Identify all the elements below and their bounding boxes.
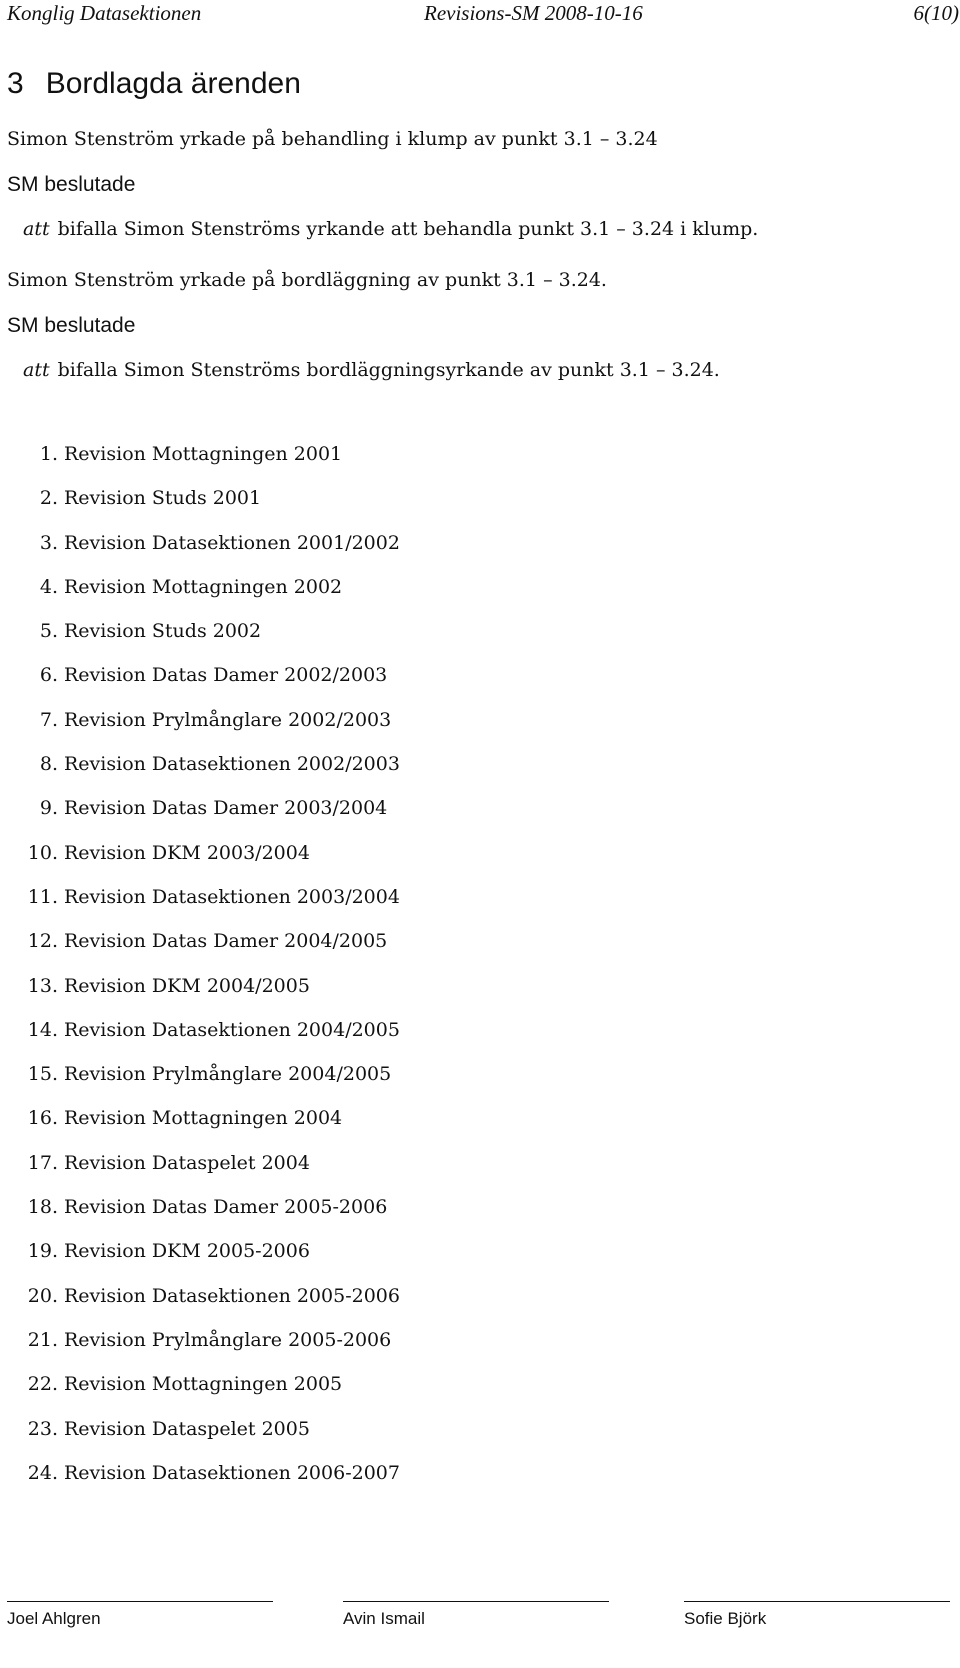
list-item-text: Revision Prylmånglare 2002/2003 [64,708,392,731]
list-item [18,574,400,618]
list-item [18,1238,400,1282]
list-item-number: 24. [27,1461,58,1484]
list-item-number: 6. [39,664,58,687]
header-document-title: Revisions-SM 2008-10-16 [424,1,643,25]
signature-line [343,1601,609,1602]
list-item-text: Revision Prylmånglare 2004/2005 [64,1063,392,1086]
signature-name: Sofie Björk [684,1609,767,1628]
list-item [18,485,400,529]
list-item-number: 19. [27,1240,58,1263]
list-item-number: 22. [27,1373,58,1396]
list-item-text: Revision Datasektionen 2002/2003 [64,753,400,776]
list-item-number: 5. [39,620,58,643]
signature-line [7,1601,273,1602]
list-item-text: Revision Datasektionen 2001/2002 [64,531,400,554]
list-item-number: 14. [27,1018,58,1041]
motion-paragraph-1: Simon Stenström yrkade på behandling i klump av punkt 3.1 – 3.24 [7,128,658,150]
list-item [18,1371,400,1415]
decision-2-att: att [23,359,50,381]
list-item-number: 11. [27,885,58,908]
header-page-number: 6(10) [913,1,959,25]
signature-line [684,1601,950,1602]
list-item-number: 21. [27,1328,58,1351]
section-heading: Bordlagda ärenden [45,67,301,100]
signature-block-1 [7,1601,273,1661]
list-item-number: 4. [39,575,58,598]
list-item-number: 18. [27,1196,58,1219]
list-item-number: 3. [39,531,58,554]
decision-1-att: att [23,218,50,240]
list-item [18,884,400,928]
decision-2-text: bifalla Simon Stenströms bordläggningsyrkande av punkt 3.1 – 3.24. [57,359,720,381]
list-item [18,795,400,839]
section-title [7,66,301,102]
list-item-text: Revision DKM 2003/2004 [64,841,310,864]
list-item-number: 20. [27,1284,58,1307]
list-item-text: Revision Datas Damer 2002/2003 [64,664,388,687]
list-item-text: Revision Mottagningen 2001 [64,443,343,465]
list-item-text: Revision Mottagningen 2002 [64,575,343,598]
list-item-text: Revision Dataspelet 2004 [64,1151,310,1174]
list-item [18,1460,400,1504]
list-item [18,1061,400,1105]
list-item-text: Revision Datas Damer 2005-2006 [64,1196,388,1219]
signature-block-2 [343,1601,609,1661]
list-item [18,840,400,884]
tabled-items-list [18,441,400,1504]
signature-block-3 [684,1601,950,1661]
decision-heading-2: SM beslutade [7,314,136,337]
list-item-text: Revision Datas Damer 2004/2005 [64,930,388,953]
list-item-number: 13. [27,974,58,997]
list-item-number: 15. [27,1063,58,1086]
section-number: 3 [7,67,24,100]
decision-2 [23,357,720,383]
decision-1-text: bifalla Simon Stenströms yrkande att behandla punkt 3.1 – 3.24 i klump. [57,218,759,240]
list-item-number: 17. [27,1151,58,1174]
list-item [18,1327,400,1371]
list-item [18,618,400,662]
list-item [18,973,400,1017]
list-item-text: Revision Datasektionen 2006-2007 [64,1461,400,1484]
list-item [18,441,400,485]
list-item-text: Revision Studs 2002 [64,620,262,643]
list-item-number: 1. [39,443,58,465]
list-item-text: Revision Mottagningen 2005 [64,1373,343,1396]
list-item-number: 8. [39,753,58,776]
signature-name: Avin Ismail [343,1609,425,1628]
list-item-text: Revision DKM 2004/2005 [64,974,310,997]
list-item-number: 9. [39,797,58,820]
list-item [18,1017,400,1061]
list-item-text: Revision Datasektionen 2005-2006 [64,1284,400,1307]
list-item-text: Revision Datas Damer 2003/2004 [64,797,388,820]
list-item [18,1283,400,1327]
list-item-text: Revision Studs 2001 [64,487,262,510]
list-item [18,662,400,706]
list-item-number: 16. [27,1107,58,1130]
list-item [18,530,400,574]
list-item-text: Revision Mottagningen 2004 [64,1107,343,1130]
motion-paragraph-2: Simon Stenström yrkade på bordläggning av punkt 3.1 – 3.24. [7,269,607,291]
list-item-text: Revision Dataspelet 2005 [64,1417,310,1440]
decision-heading-1: SM beslutade [7,173,136,196]
list-item-text: Revision Prylmånglare 2005-2006 [64,1328,392,1351]
list-item-number: 7. [39,708,58,731]
list-item-number: 10. [27,841,58,864]
list-item-number: 2. [39,487,58,510]
list-item [18,1150,400,1194]
list-item [18,707,400,751]
list-item [18,1194,400,1238]
list-item-text: Revision Datasektionen 2004/2005 [64,1018,400,1041]
page-header [7,0,959,26]
list-item [18,751,400,795]
header-organization: Konglig Datasektionen [7,1,202,25]
list-item-text: Revision Datasektionen 2003/2004 [64,885,400,908]
list-item [18,928,400,972]
list-item [18,1105,400,1149]
list-item-text: Revision DKM 2005-2006 [64,1240,310,1263]
list-item-number: 12. [27,930,58,953]
list-item [18,1416,400,1460]
decision-1 [23,216,758,242]
signature-name: Joel Ahlgren [7,1609,101,1628]
list-item-number: 23. [27,1417,58,1440]
